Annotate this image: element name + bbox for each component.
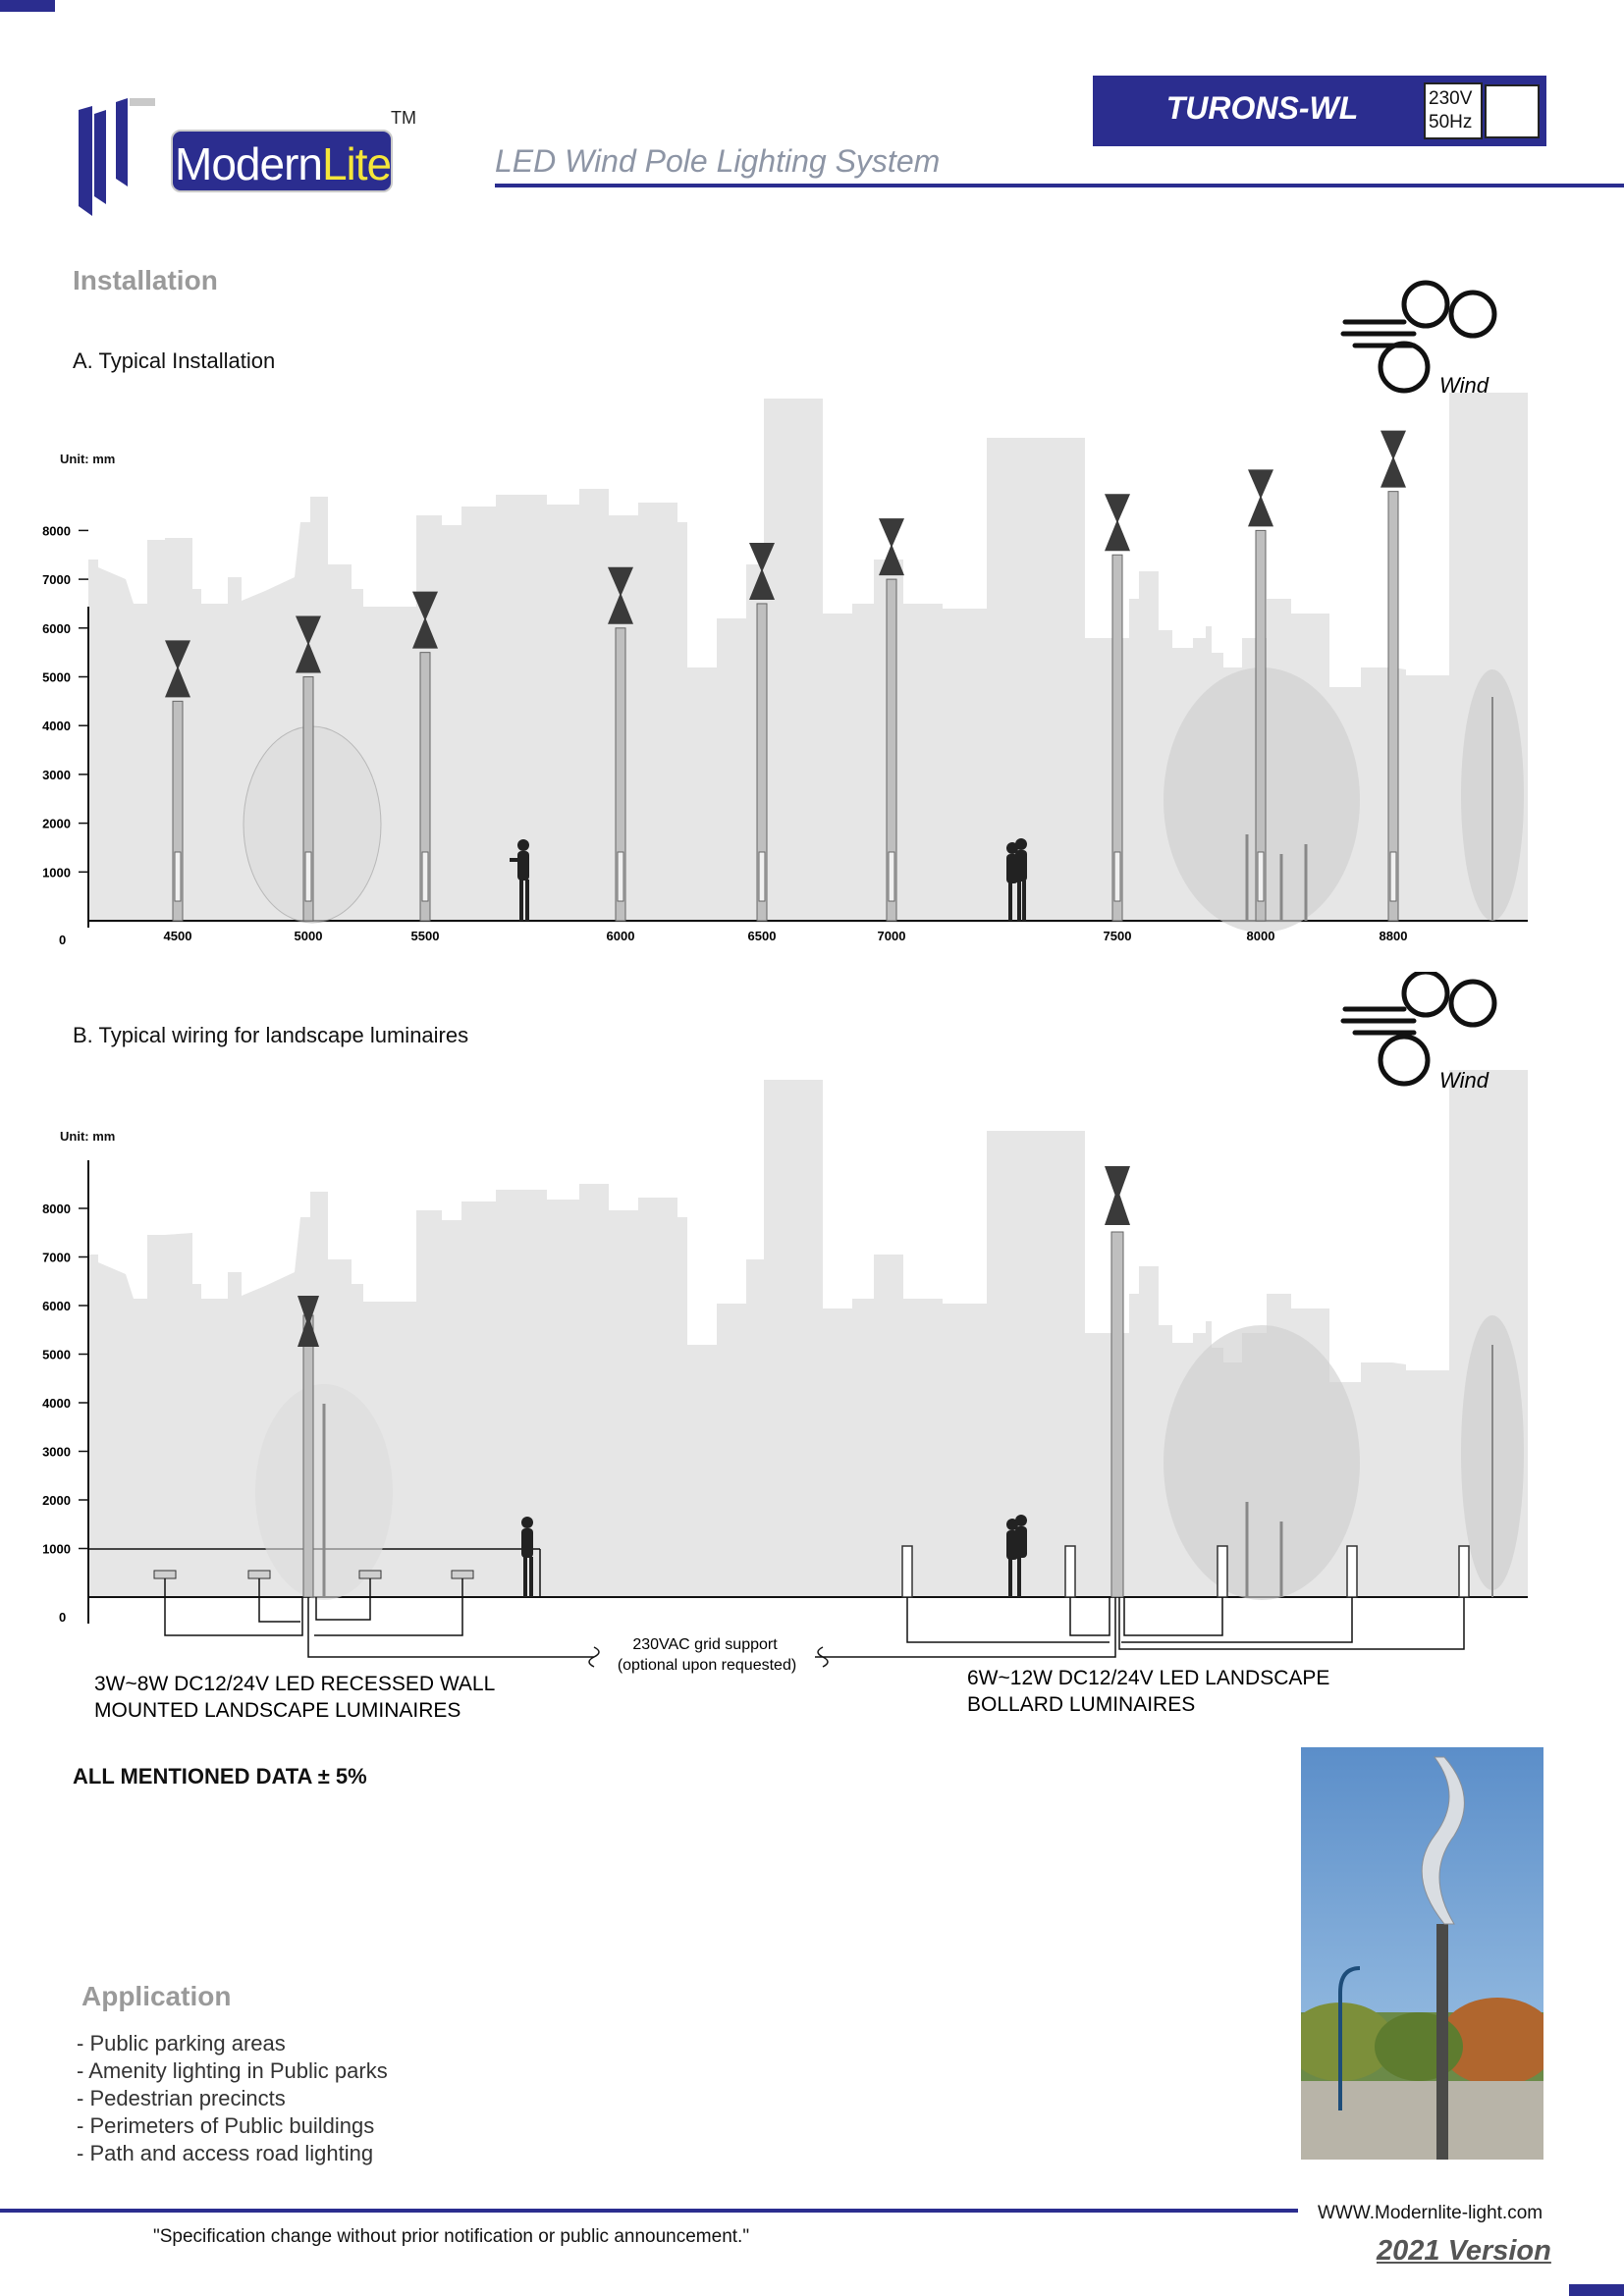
grid-support-label: 230VAC grid support [632,1636,778,1653]
wind-label-a: Wind [1439,373,1489,398]
bollard-caption-1: 6W~12W DC12/24V LED LANDSCAPE [967,1667,1330,1689]
diagram-typical-installation [0,265,1624,962]
version-label: 2021 Version [1377,2235,1551,2267]
trademark-mark: TM [391,108,416,128]
unit-label-b: Unit: mm [60,1129,116,1144]
y-axis-zero-b: 0 [59,1610,67,1625]
application-title: Application [81,1981,232,2011]
y-tick-label: 7000 [42,1250,71,1265]
recessed-caption-1: 3W~8W DC12/24V LED RECESSED WALL [94,1673,496,1695]
pole-height-label: 7000 [877,929,906,943]
application-item: - Amenity lighting in Public parks [77,2058,388,2083]
wind-icon [1343,972,1494,1084]
recessed-luminaire [359,1571,381,1578]
voltage-label: 230V [1429,88,1473,109]
installation-title: Installation [73,265,218,295]
application-item: - Public parking areas [77,2031,286,2056]
pole-height-label: 6500 [747,929,777,943]
y-tick-label: 6000 [42,1299,71,1313]
corner-accent-top [0,0,55,12]
pine-tree-illustration [1461,669,1524,921]
logo-mark-icon [77,96,185,218]
bollard-luminaire [1218,1546,1227,1597]
certification-box [1485,84,1540,138]
pole-height-label: 8800 [1379,929,1408,943]
y-tick-label: 6000 [42,620,71,636]
y-tick-label: 8000 [42,523,71,539]
application-item: - Pedestrian precincts [77,2086,286,2110]
application-item: - Path and access road lighting [77,2141,374,2165]
section-b-heading: B. Typical wiring for landscape luminaires [73,1023,469,1047]
y-tick-label: 1000 [42,865,71,881]
application-list [77,2030,388,2167]
product-name: TURONS-WL [1165,90,1359,126]
tree-illustration [255,1384,393,1600]
y-tick-label: 4000 [42,719,71,734]
bollard-luminaire [1459,1546,1469,1597]
diagram-wiring [0,972,1624,1728]
product-photo [1301,1747,1543,2160]
bollard-luminaire [1065,1546,1075,1597]
y-tick-label: 5000 [42,669,71,685]
footer-disclaimer: "Specification change without prior notification or public announcement." [153,2226,750,2247]
recessed-caption-2: MOUNTED LANDSCAPE LUMINAIRES [94,1699,461,1722]
y-axis-zero-a: 0 [59,933,67,947]
frequency-label: 50Hz [1429,112,1473,133]
y-tick-label: 2000 [42,1493,71,1508]
application-item: - Perimeters of Public buildings [77,2113,375,2138]
bollard-caption-2: BOLLARD LUMINAIRES [967,1693,1196,1716]
website-link[interactable]: WWW.Modernlite-light.com [1318,2203,1543,2223]
y-tick-label: 8000 [42,1201,71,1216]
y-tick-label: 3000 [42,767,71,782]
pole-height-label: 7500 [1103,929,1132,943]
pole-height-label: 5000 [294,929,323,943]
logo-wordmark [175,137,391,190]
company-logo [77,96,420,218]
footer-divider [0,2209,1298,2213]
pole-height-label: 4500 [163,929,192,943]
bollard-luminaire [902,1546,912,1597]
logo-word-lite: Lite [321,138,392,189]
recessed-luminaire [452,1571,473,1578]
grid-support-note: (optional upon requested) [617,1657,797,1674]
tree-illustration [1164,1325,1360,1600]
bollard-luminaire [1347,1546,1357,1597]
y-axis-ticks-a [42,523,88,880]
y-axis-ticks-b [42,1201,88,1557]
y-tick-label: 5000 [42,1347,71,1362]
y-tick-label: 2000 [42,816,71,831]
y-tick-label: 4000 [42,1396,71,1411]
pole-height-label: 6000 [606,929,635,943]
pole-height-label: 8000 [1246,929,1275,943]
corner-accent-bottom [1569,2284,1624,2296]
y-tick-label: 7000 [42,572,71,588]
data-tolerance-note: ALL MENTIONED DATA ± 5% [73,1764,367,1789]
section-a-heading: A. Typical Installation [73,348,276,373]
logo-word-modern: Modern [175,138,322,189]
wind-label-b: Wind [1439,1068,1489,1093]
unit-label-a: Unit: mm [60,452,116,466]
header-divider [495,184,1624,187]
y-tick-label: 1000 [42,1541,71,1557]
pole-height-labels-a [164,929,1408,943]
page-subtitle: LED Wind Pole Lighting System [495,143,941,179]
recessed-luminaire [154,1571,176,1578]
y-tick-label: 3000 [42,1444,71,1460]
pole-height-label: 5500 [410,929,440,943]
recessed-luminaire [248,1571,270,1578]
